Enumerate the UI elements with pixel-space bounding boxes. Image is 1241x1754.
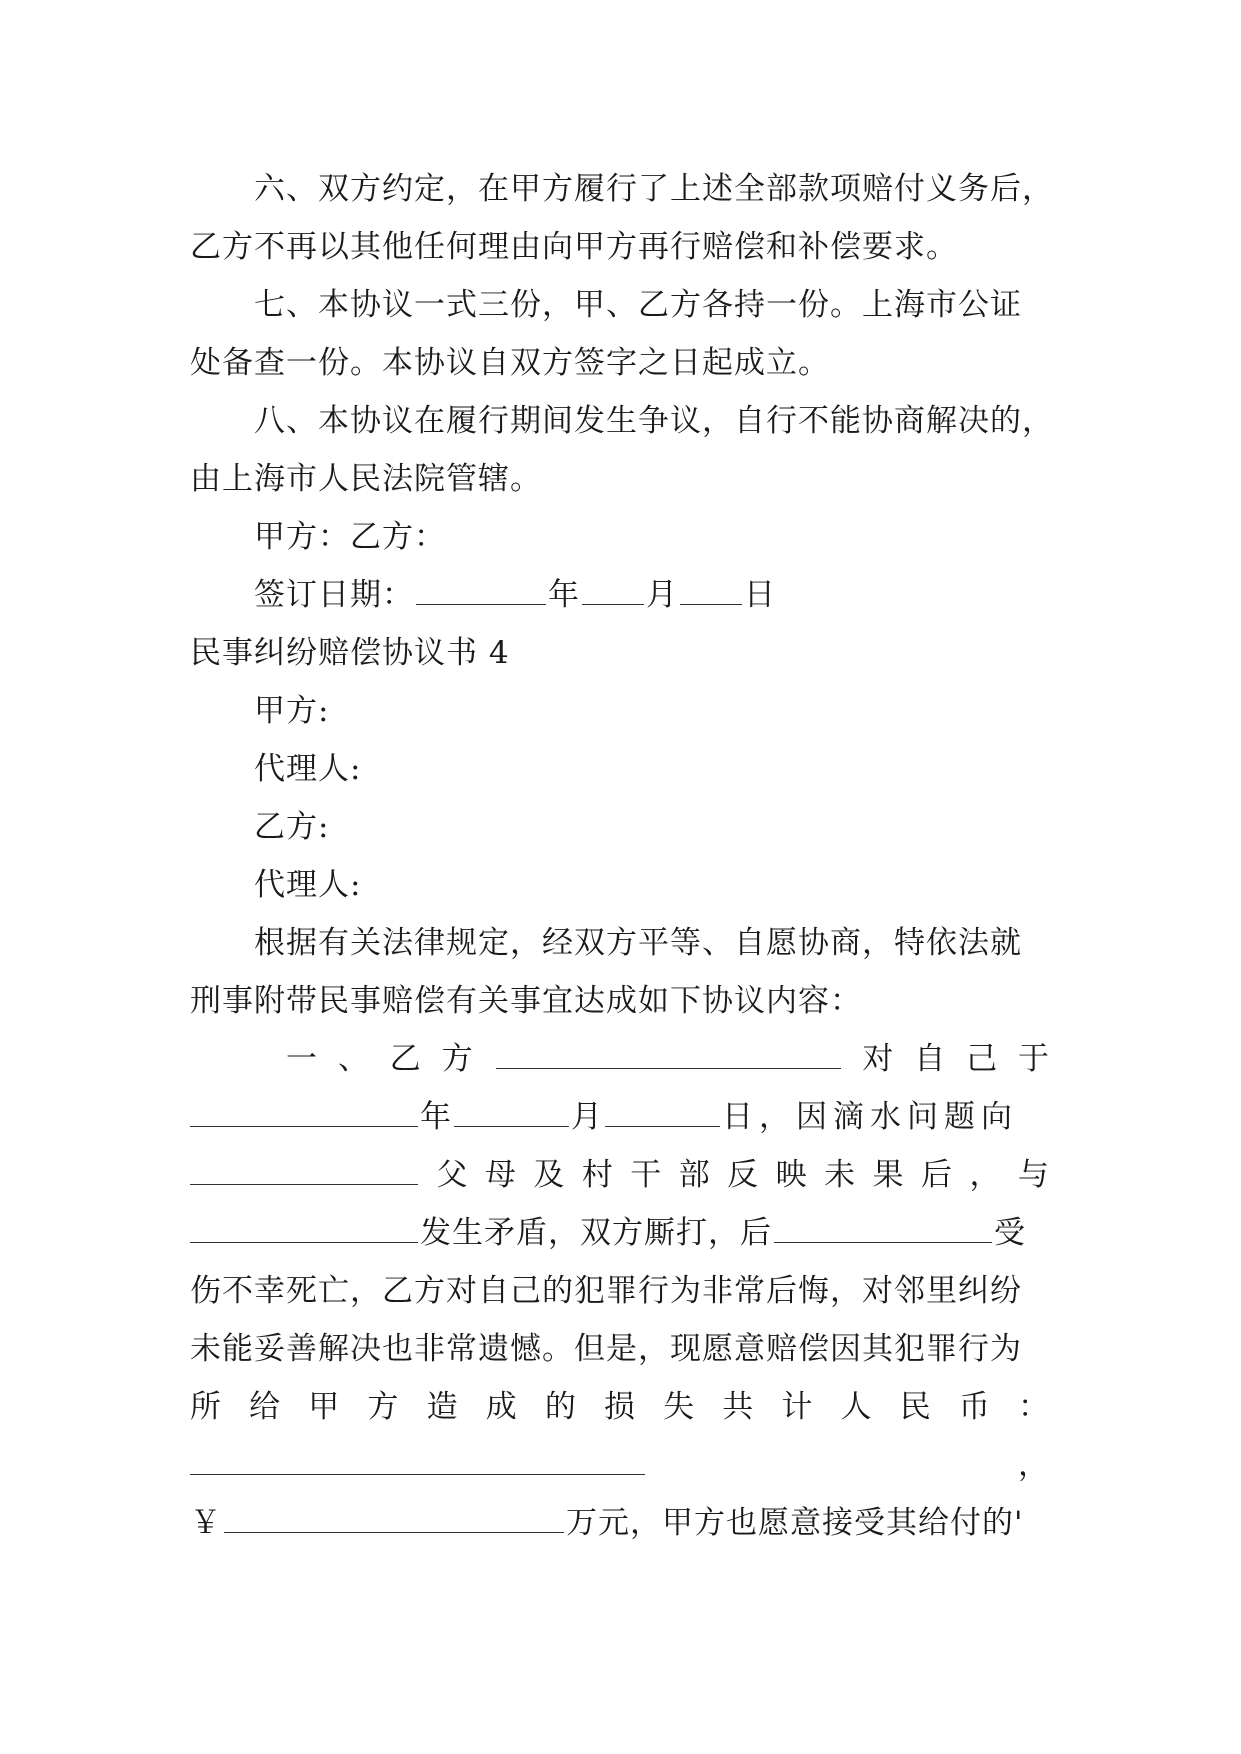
clause-8-line-1: 八、本协议在履行期间发生争议，自行不能协商解决的， xyxy=(254,403,1054,439)
clause-1-line-7-char: 造 xyxy=(426,1389,459,1425)
clause-1-line-7-char: 甲 xyxy=(308,1389,341,1425)
clause-1-char: 乙 xyxy=(389,1041,422,1077)
clause-1-line-7-char: 损 xyxy=(603,1389,636,1425)
section-title: 民事纠纷赔偿协议书 4 xyxy=(190,635,510,671)
opponent-blank xyxy=(190,1216,418,1243)
yen-symbol: ￥ xyxy=(190,1505,222,1541)
clause-1-line-7-char: 的 xyxy=(544,1389,577,1425)
amount-number-blank xyxy=(224,1506,564,1533)
clause-1-char: 己 xyxy=(966,1041,999,1077)
clause-1-char: 、 xyxy=(337,1041,370,1077)
signing-date xyxy=(190,566,1050,624)
clause-1-line-3 xyxy=(190,1146,1050,1204)
clause-1-line-6: 未能妥善解决也非常遗憾。但是，现愿意赔偿因其犯罪行为 xyxy=(190,1331,1022,1367)
clause-1-line-3-char: 果 xyxy=(872,1157,905,1193)
clause-1-line-7-char: 币 xyxy=(958,1389,991,1425)
conflict-text: 发生矛盾，双方厮打，后 xyxy=(420,1215,772,1251)
person-blank xyxy=(190,1158,418,1185)
clause-1-line-3-char: 与 xyxy=(1017,1157,1050,1193)
clause-1-line-4 xyxy=(190,1204,1050,1262)
clause-1-line-7-char: 人 xyxy=(840,1389,873,1425)
victim-blank xyxy=(774,1216,992,1243)
clause-1-line-2 xyxy=(190,1088,1050,1146)
day-blank xyxy=(680,578,742,605)
amount-rest-text: 万元，甲方也愿意接受其给付的' xyxy=(566,1505,1024,1541)
year-label: 年 xyxy=(548,577,580,613)
clause-1-line-7-char: 共 xyxy=(722,1389,755,1425)
clause-1-line-1 xyxy=(190,1030,1050,1088)
clause-1-line-7-char: ： xyxy=(1017,1389,1050,1425)
month-blank xyxy=(582,578,644,605)
clause-1-line-9 xyxy=(190,1494,1050,1552)
clause-1-line-3-char: 映 xyxy=(775,1157,808,1193)
clause-1-line-7-char: 失 xyxy=(663,1389,696,1425)
clause-6-line-2: 乙方不再以其他任何理由向甲方再行赔偿和补偿要求。 xyxy=(190,229,958,265)
day-label: 日 xyxy=(744,577,776,613)
clause-1-line-7-char: 成 xyxy=(485,1389,518,1425)
incident-month-label: 月 xyxy=(571,1099,603,1135)
month-label: 月 xyxy=(646,577,678,613)
party-a-label: 甲方: xyxy=(254,693,330,729)
amount-words-blank xyxy=(190,1448,645,1475)
clause-1-line-7-char: 民 xyxy=(899,1389,932,1425)
clause-1-line-3-char: 反 xyxy=(727,1157,760,1193)
agent-a-label: 代理人: xyxy=(254,751,362,787)
clause-1-char: 对 xyxy=(862,1041,895,1077)
incident-month-blank xyxy=(454,1100,569,1127)
intro-line-1: 根据有关法律规定，经双方平等、自愿协商，特依法就 xyxy=(254,925,1022,961)
clause-1-char: 一 xyxy=(286,1041,318,1077)
clause-1-char: 方 xyxy=(441,1041,474,1077)
clause-1-line-7-char: 所 xyxy=(190,1389,222,1425)
clause-1-char: 自 xyxy=(914,1041,947,1077)
clause-1-line-7 xyxy=(190,1378,1050,1436)
clause-7-line-2: 处备查一份。本协议自双方签字之日起成立。 xyxy=(190,345,830,381)
clause-1-line-3-char: 母 xyxy=(484,1157,517,1193)
clause-1-line-3-char: 后 xyxy=(920,1157,953,1193)
incident-day-text: 日，因滴水问题向 xyxy=(722,1099,1018,1135)
intro-line-2: 刑事附带民事赔偿有关事宜达成如下协议内容： xyxy=(190,983,862,1019)
clause-1-line-3-char: 干 xyxy=(630,1157,663,1193)
agent-b-label: 代理人: xyxy=(254,867,362,903)
clause-6-line-1: 六、双方约定，在甲方履行了上述全部款项赔付义务后， xyxy=(254,171,1054,207)
clause-1-line-3-char: 父 xyxy=(436,1157,469,1193)
clause-1-char: 于 xyxy=(1018,1041,1050,1077)
year-blank xyxy=(416,578,546,605)
party-b-name-blank xyxy=(496,1042,841,1069)
clause-1-line-7-char: 计 xyxy=(781,1389,814,1425)
clause-1-line-3-char: ， xyxy=(969,1157,1002,1193)
document-page xyxy=(190,160,1054,1552)
party-b-label: 乙方: xyxy=(254,809,330,845)
clause-1-line-3-char: 部 xyxy=(678,1157,711,1193)
clause-8-line-2: 由上海市人民法院管辖。 xyxy=(190,461,542,497)
incident-year-blank xyxy=(190,1100,418,1127)
signature-parties: 甲方：乙方： xyxy=(254,519,446,555)
clause-1-line-3-char: 村 xyxy=(581,1157,614,1193)
amount-comma: ， xyxy=(1018,1447,1050,1483)
signing-date-label: 签订日期： xyxy=(254,577,414,613)
clause-1-line-5: 伤不幸死亡，乙方对自己的犯罪行为非常后悔，对邻里纠纷 xyxy=(190,1273,1022,1309)
incident-day-blank xyxy=(605,1100,720,1127)
clause-1-line-7-char: 给 xyxy=(249,1389,282,1425)
clause-7-line-1: 七、本协议一式三份，甲、乙方各持一份。上海市公证 xyxy=(254,287,1022,323)
clause-1-line-7-char: 方 xyxy=(367,1389,400,1425)
injury-char: 受 xyxy=(994,1215,1026,1251)
clause-1-line-3-char: 未 xyxy=(824,1157,857,1193)
clause-1-line-3-char: 及 xyxy=(533,1157,566,1193)
incident-year-label: 年 xyxy=(420,1099,452,1135)
clause-1-line-8 xyxy=(190,1436,1050,1494)
